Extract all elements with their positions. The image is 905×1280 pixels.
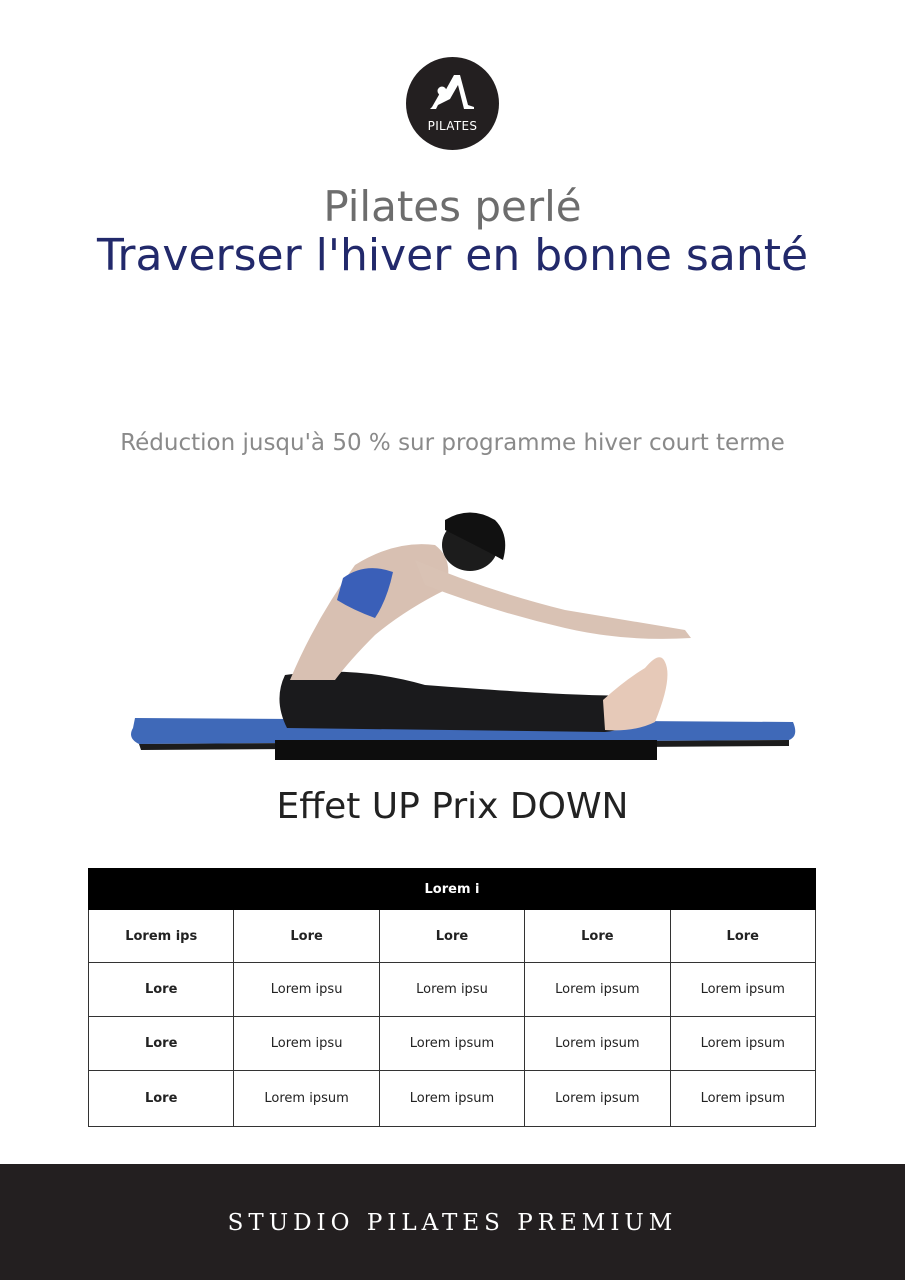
- promo-text: Réduction jusqu'à 50 % sur programme hiver court terme: [120, 430, 785, 456]
- pilates-logo: [406, 57, 499, 150]
- table-row: [89, 1017, 816, 1071]
- page-subtitle: Pilates perlé: [323, 182, 582, 231]
- table-cell: Lorem ipsum: [525, 1071, 670, 1127]
- legs-shape: [279, 672, 645, 732]
- table-cell: Lorem ipsum: [670, 1017, 815, 1071]
- table-cell: Lorem ipsum: [525, 963, 670, 1017]
- tagline: Effet UP Prix DOWN: [276, 786, 629, 827]
- mat-base-shadow: [275, 740, 657, 760]
- table-cell: Lorem ipsum: [379, 1017, 524, 1071]
- pricing-table: [88, 868, 816, 1127]
- row-label: Lore: [89, 1071, 234, 1127]
- table-caption: Lorem i: [89, 869, 816, 910]
- logo-label: PILATES: [427, 119, 478, 133]
- row-label: Lore: [89, 1017, 234, 1071]
- table-cell: Lorem ipsum: [525, 1017, 670, 1071]
- table-cell: Lorem ipsu: [379, 963, 524, 1017]
- page-title: Traverser l'hiver en bonne santé: [96, 230, 809, 281]
- column-header: Lorem ips: [89, 910, 234, 963]
- footer-brand-text: STUDIO PILATES PREMIUM: [227, 1210, 678, 1236]
- arm-shape: [415, 560, 691, 639]
- column-header: Lore: [234, 910, 379, 963]
- table-cell: Lorem ipsum: [379, 1071, 524, 1127]
- column-header: Lore: [379, 910, 524, 963]
- yoga-pose-icon: [430, 69, 476, 111]
- table-cell: Lorem ipsum: [670, 963, 815, 1017]
- footer-bar: [0, 1164, 905, 1280]
- column-header: Lore: [670, 910, 815, 963]
- table-cell: Lorem ipsum: [670, 1071, 815, 1127]
- table-row: [89, 963, 816, 1017]
- column-header: Lore: [525, 910, 670, 963]
- table-cell: Lorem ipsum: [234, 1071, 379, 1127]
- woman-stretching-on-mat-illustration: [125, 500, 800, 765]
- table-header-row: [89, 910, 816, 963]
- table-cell: Lorem ipsu: [234, 1017, 379, 1071]
- row-label: Lore: [89, 963, 234, 1017]
- table-row: [89, 1071, 816, 1127]
- feet-shape: [603, 657, 667, 730]
- table-cell: Lorem ipsu: [234, 963, 379, 1017]
